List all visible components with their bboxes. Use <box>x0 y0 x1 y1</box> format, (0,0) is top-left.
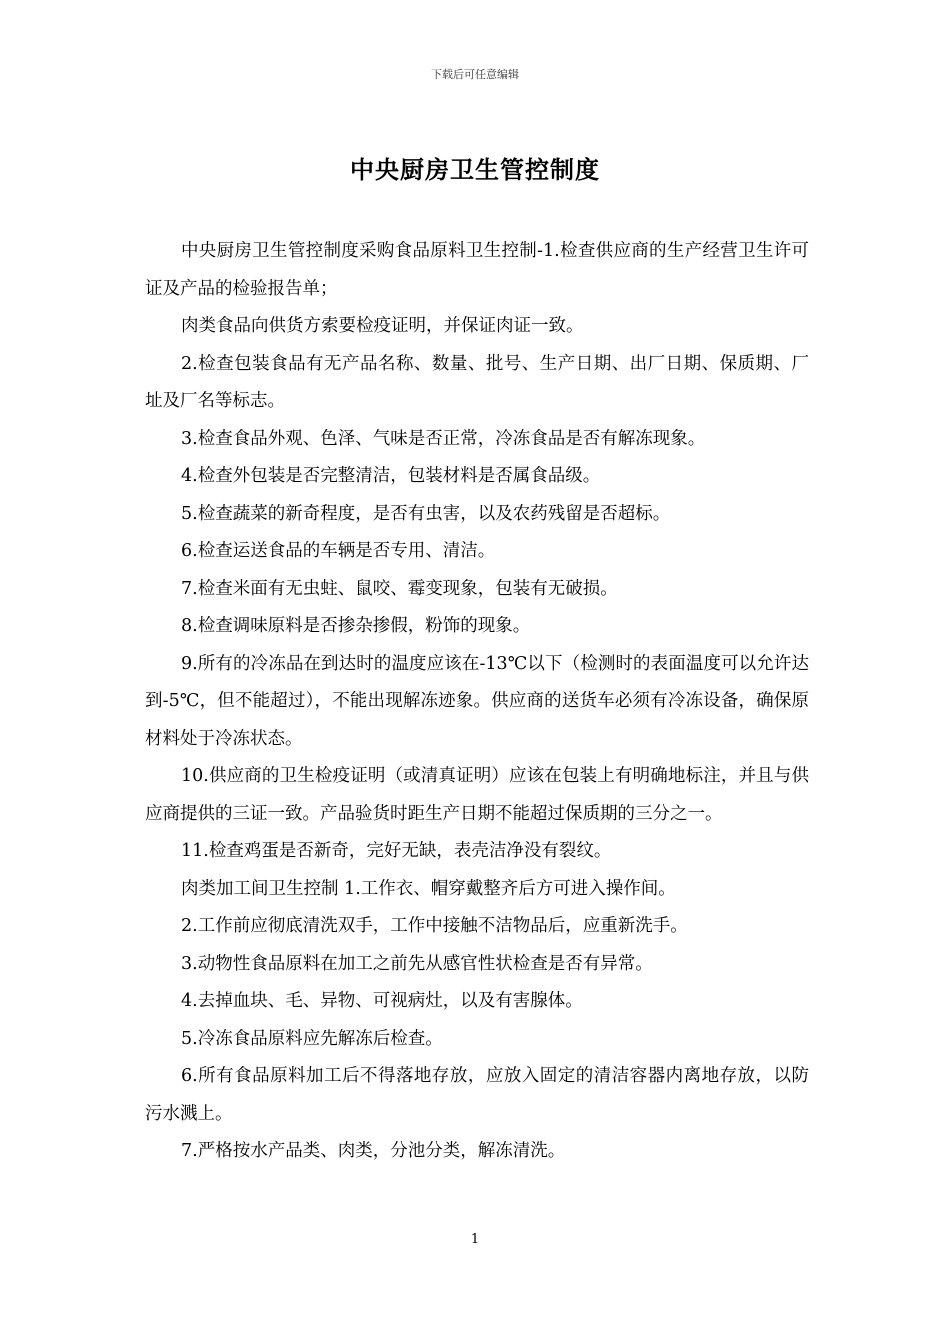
paragraph: 3.检查食品外观、色泽、气味是否正常，冷冻食品是否有解冻现象。 <box>181 428 706 449</box>
paragraph: 11.检查鸡蛋是否新奇，完好无缺，表壳洁净没有裂纹。 <box>181 841 612 861</box>
document-body <box>145 233 809 1171</box>
paragraph: 7.检查米面有无虫蛀、鼠咬、霉变现象，包装有无破损。 <box>181 578 618 599</box>
paragraph: 肉类食品向供货方索要检疫证明，并保证肉证一致。 <box>181 316 584 336</box>
paragraph: 中央厨房卫生管控制度采购食品原料卫生控制-1.检查供应商的生产经营卫生许可证及产品的检验报告单； <box>145 241 809 299</box>
paragraph: 7.严格按水产品类、肉类，分池分类，解冻清洗。 <box>181 1141 566 1161</box>
document-title: 中央厨房卫生管控制度 <box>350 156 600 184</box>
header-note: 下载后可任意编辑 <box>431 68 519 81</box>
paragraph: 2.检查包装食品有无产品名称、数量、批号、生产日期、出厂日期、保质期、厂址及厂名等标志。 <box>145 353 809 411</box>
paragraph: 5.检查蔬菜的新奇程度，是否有虫害，以及农药残留是否超标。 <box>181 503 671 524</box>
paragraph: 3.动物性食品原料在加工之前先从感官性状检查是否有异常。 <box>181 953 653 974</box>
paragraph: 9.所有的冷冻品在到达时的温度应该在-13℃以下（检测时的表面温度可以允许达到-5℃，但不能超过），不能出现解冻迹象。供应商的送货车必须有冷冻设备，确保原材料处于冷冻状态。 <box>145 653 809 749</box>
paragraph: 2.工作前应彻底清洗双手，工作中接触不洁物品后，应重新洗手。 <box>181 916 688 936</box>
paragraph: 6.所有食品原料加工后不得落地存放，应放入固定的清洁容器内离地存放，以防污水溅上。 <box>145 1066 809 1124</box>
paragraph: 8.检查调味原料是否掺杂掺假，粉饰的现象。 <box>181 616 531 636</box>
page-number: 1 <box>470 1232 480 1247</box>
paragraph: 4.检查外包装是否完整清洁，包装材料是否属食品级。 <box>181 466 601 486</box>
paragraph: 6.检查运送食品的车辆是否专用、清洁。 <box>181 541 496 561</box>
paragraph: 4.去掉血块、毛、异物、可视病灶，以及有害腺体。 <box>181 991 583 1011</box>
paragraph: 5.冷冻食品原料应先解冻后检查。 <box>181 1028 443 1049</box>
paragraph: 肉类加工间卫生控制 1.工作衣、帽穿戴整齐后方可进入操作间。 <box>181 878 676 899</box>
paragraph: 10.供应商的卫生检疫证明（或清真证明）应该在包装上有明确地标注，并且与供应商提供的三证一致。产品验货时距生产日期不能超过保质期的三分之一。 <box>145 766 809 824</box>
